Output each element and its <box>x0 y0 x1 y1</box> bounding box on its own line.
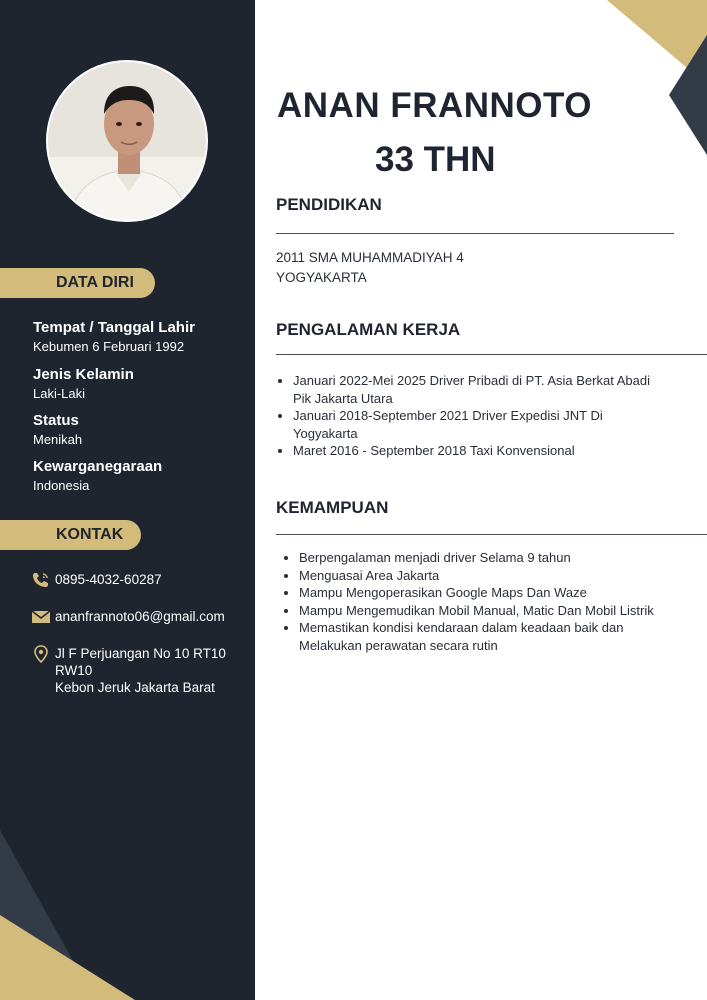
field-label: Status <box>33 412 79 429</box>
profile-photo <box>46 60 208 222</box>
contact-email <box>31 608 225 626</box>
corner-decoration-gold <box>0 915 135 1000</box>
skills-list <box>283 549 661 654</box>
address-line-2: Kebon Jeruk Jakarta Barat <box>55 680 215 695</box>
corner-decoration-dark-top <box>669 35 707 155</box>
list-item: • Januari 2022-Mei 2025 Driver Pribadi di PT. Asia Berkat Abadi Pik Jakarta Utara <box>293 372 663 407</box>
pengalaman-divider <box>276 354 707 355</box>
field-value: Indonesia <box>33 478 90 493</box>
email-address[interactable]: ananfrannoto06@gmail.com <box>55 609 225 624</box>
list-item: • Mampu Mengemudikan Mobil Manual, Matic Dan Mobil Listrik <box>299 602 661 620</box>
location-pin-icon <box>31 645 51 663</box>
education-line-2: YOGYAKARTA <box>276 270 367 285</box>
field-citizenship <box>33 458 162 494</box>
list-item: • Mampu Mengoperasikan Google Maps Dan Waze <box>299 584 661 602</box>
field-birth <box>33 319 195 355</box>
person-silhouette-icon <box>48 62 208 222</box>
age: 33 THN <box>375 140 496 179</box>
full-name: ANAN FRANNOTO <box>277 86 593 125</box>
field-value: Menikah <box>33 432 83 447</box>
field-gender <box>33 366 134 402</box>
pendidikan-divider <box>276 233 674 234</box>
list-item: • Januari 2018-September 2021 Driver Expedisi JNT Di Yogyakarta <box>293 407 663 442</box>
field-value: Laki-Laki <box>33 386 86 401</box>
list-item: • Menguasai Area Jakarta <box>299 567 661 585</box>
education-entry <box>276 248 464 288</box>
field-status <box>33 412 82 448</box>
address <box>55 645 255 696</box>
phone-number[interactable]: 0895-4032-60287 <box>55 572 162 587</box>
education-line-1: 2011 SMA MUHAMMADIYAH 4 <box>276 250 464 265</box>
mail-icon <box>31 608 51 626</box>
field-label: Kewarganegaraan <box>33 458 163 475</box>
pengalaman-heading: PENGALAMAN KERJA <box>276 320 461 339</box>
main-content <box>255 0 707 1000</box>
list-item: • Memastikan kondisi kendaraan dalam keadaan baik dan Melakukan perawatan secara rutin <box>299 619 661 654</box>
field-value: Kebumen 6 Februari 1992 <box>33 339 185 354</box>
address-line-1: Jl F Perjuangan No 10 RT10 RW10 <box>55 646 226 678</box>
experience-list <box>277 372 663 460</box>
data-diri-heading: DATA DIRI <box>0 268 155 298</box>
list-item: • Berpengalaman menjadi driver Selama 9 tahun <box>299 549 661 567</box>
kontak-heading: KONTAK <box>0 520 141 550</box>
sidebar <box>0 0 255 1000</box>
contact-address <box>31 645 255 696</box>
kemampuan-divider <box>276 534 707 535</box>
contact-phone <box>31 571 162 589</box>
pendidikan-heading: PENDIDIKAN <box>276 195 382 214</box>
field-label: Jenis Kelamin <box>33 366 134 383</box>
phone-icon <box>31 571 51 589</box>
list-item: • Maret 2016 - September 2018 Taxi Konvensional <box>293 442 663 460</box>
field-label: Tempat / Tanggal Lahir <box>33 319 195 336</box>
kemampuan-heading: KEMAMPUAN <box>276 498 389 517</box>
